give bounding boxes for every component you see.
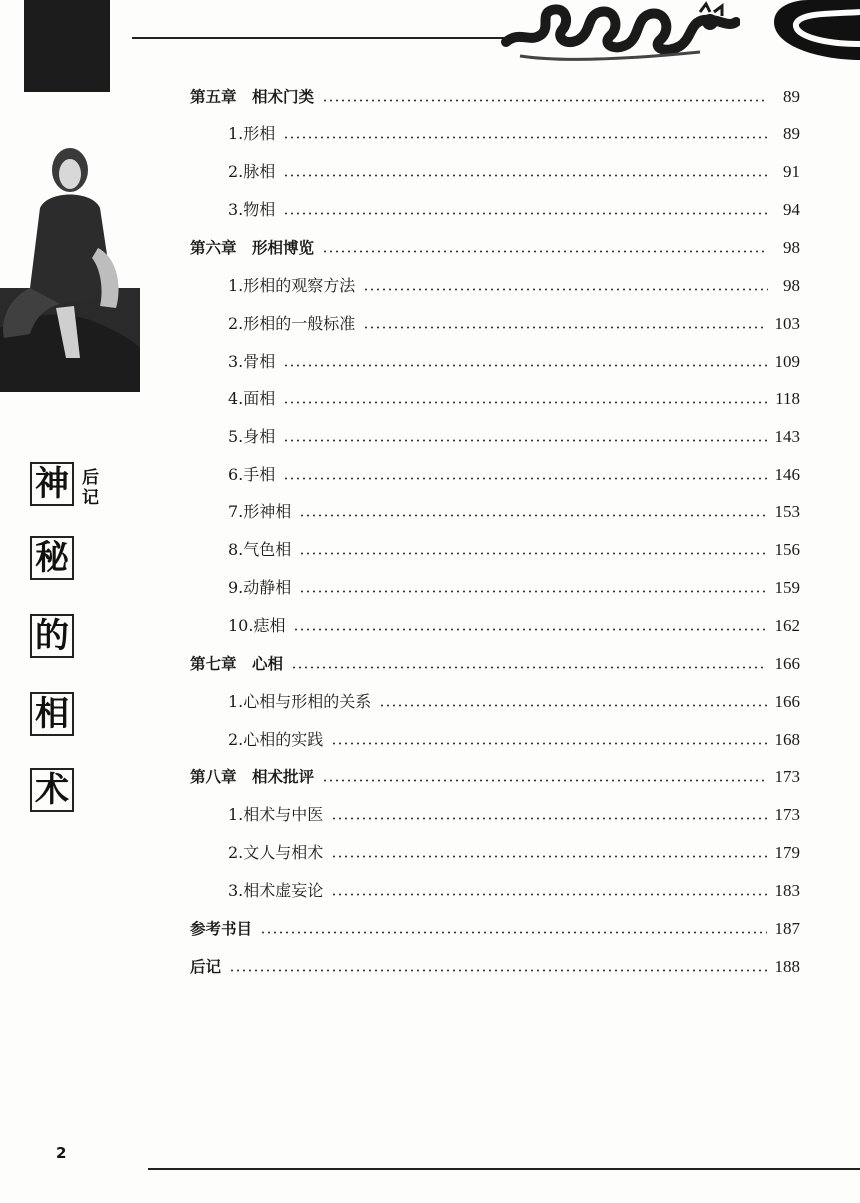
toc-entry-page: 179: [774, 843, 800, 862]
toc-section-entry[interactable]: [228, 879, 800, 903]
dot-leader: [322, 99, 768, 102]
toc-entry-title: 9.动静相: [228, 578, 292, 597]
toc-entry-page: 159: [774, 578, 800, 597]
dot-leader: [291, 666, 766, 669]
toc-entry-title: 2.文人与相术: [228, 843, 324, 862]
toc-section-entry[interactable]: [228, 350, 800, 374]
toc-section-entry[interactable]: [228, 500, 800, 524]
toc-section-entry[interactable]: [228, 841, 800, 865]
toc-entry-page: 173: [774, 767, 800, 786]
toc-entry-page: 98: [783, 238, 800, 257]
toc-section-entry[interactable]: [228, 274, 800, 298]
dot-leader: [283, 174, 768, 177]
dot-leader: [379, 704, 766, 707]
toc-section-entry[interactable]: [228, 803, 800, 827]
toc-entry-page: 103: [774, 314, 800, 333]
dot-leader: [283, 401, 767, 404]
toc-entry-title: 第八章 相术批评: [190, 768, 315, 786]
toc-section-entry[interactable]: [228, 463, 800, 487]
toc-entry-title: 第七章 心相: [190, 655, 284, 673]
toc-entry-page: 168: [774, 730, 800, 749]
dot-leader: [283, 136, 768, 139]
toc-section-entry[interactable]: [228, 690, 800, 714]
toc-entry-page: 188: [774, 957, 800, 976]
toc-entry-page: 91: [783, 162, 800, 181]
toc-entry-title: 2.形相的一般标准: [228, 314, 356, 333]
toc-entry-page: 153: [774, 502, 800, 521]
toc-entry-title: 4.面相: [228, 389, 276, 408]
toc-entry-page: 98: [783, 276, 800, 295]
toc-entry-title: 后记: [190, 958, 222, 976]
toc-entry-page: 109: [774, 352, 800, 371]
toc-chapter-entry[interactable]: [190, 955, 800, 979]
dot-leader: [363, 326, 766, 329]
toc-entry-title: 8.气色相: [228, 540, 292, 559]
toc-section-entry[interactable]: [228, 538, 800, 562]
toc-chapter-entry[interactable]: [190, 765, 800, 789]
spine-char: 神: [30, 462, 74, 506]
toc-entry-title: 1.心相与形相的关系: [228, 692, 372, 711]
toc-section-entry[interactable]: [228, 728, 800, 752]
toc-section-entry[interactable]: [228, 576, 800, 600]
toc-entry-page: 156: [774, 540, 800, 559]
dot-leader: [283, 439, 766, 442]
toc-entry-page: 94: [783, 200, 800, 219]
toc-chapter-entry[interactable]: [190, 652, 800, 676]
toc-section-entry[interactable]: [228, 122, 800, 146]
toc-entry-title: 1.相术与中医: [228, 805, 324, 824]
toc-entry-title: 10.痣相: [228, 616, 286, 635]
toc-section-entry[interactable]: [228, 387, 800, 411]
spine-side-label: 后记: [82, 468, 99, 508]
toc-section-entry[interactable]: [228, 198, 800, 222]
toc-entry-title: 2.脉相: [228, 162, 276, 181]
toc-section-entry[interactable]: [228, 425, 800, 449]
spine-char: 术: [30, 768, 74, 812]
dot-leader: [331, 893, 766, 896]
toc-entry-page: 183: [774, 881, 800, 900]
dot-leader: [283, 364, 766, 367]
spine-char: 的: [30, 614, 74, 658]
toc-entry-title: 3.物相: [228, 200, 276, 219]
dot-leader: [322, 779, 766, 782]
toc-entry-page: 166: [774, 654, 800, 673]
toc-entry-title: 5.身相: [228, 427, 276, 446]
toc-entry-title: 2.心相的实践: [228, 730, 324, 749]
page-number: 2: [56, 1144, 67, 1162]
toc-entry-title: 1.形相的观察方法: [228, 276, 356, 295]
toc-entry-page: 89: [783, 87, 800, 106]
dot-leader: [260, 931, 766, 934]
dot-leader: [331, 817, 766, 820]
toc-section-entry[interactable]: [228, 614, 800, 638]
toc-entry-page: 146: [774, 465, 800, 484]
toc-entry-title: 参考书目: [190, 920, 253, 938]
toc-entry-title: 第六章 形相博览: [190, 239, 315, 257]
dot-leader: [299, 552, 766, 555]
toc-entry-title: 6.手相: [228, 465, 276, 484]
toc-entry-page: 173: [774, 805, 800, 824]
toc-entry-page: 118: [775, 389, 800, 408]
dot-leader: [283, 212, 768, 215]
toc-entry-title: 3.相术虚妄论: [228, 881, 324, 900]
toc-section-entry[interactable]: [228, 160, 800, 184]
toc-entry-title: 7.形神相: [228, 502, 292, 521]
dot-leader: [229, 969, 766, 972]
spine-char: 相: [30, 692, 74, 736]
dot-leader: [299, 514, 766, 517]
toc-chapter-entry[interactable]: [190, 917, 800, 941]
toc-entry-page: 89: [783, 124, 800, 143]
dot-leader: [283, 477, 766, 480]
toc-chapter-entry[interactable]: [190, 236, 800, 260]
dot-leader: [331, 742, 766, 745]
toc-entry-page: 162: [774, 616, 800, 635]
toc-entry-page: 166: [774, 692, 800, 711]
footer-rule: [148, 1168, 860, 1170]
spine-char: 秘: [30, 536, 74, 580]
dot-leader: [331, 855, 766, 858]
toc-section-entry[interactable]: [228, 312, 800, 336]
toc-entry-page: 187: [774, 919, 800, 938]
toc-entry-title: 3.骨相: [228, 352, 276, 371]
dot-leader: [293, 628, 766, 631]
dot-leader: [322, 250, 768, 253]
toc-entry-page: 143: [774, 427, 800, 446]
toc-chapter-entry[interactable]: [190, 85, 800, 109]
dot-leader: [363, 288, 768, 291]
dot-leader: [299, 590, 766, 593]
toc-entry-title: 第五章 相术门类: [190, 88, 315, 106]
toc-entry-title: 1.形相: [228, 124, 276, 143]
